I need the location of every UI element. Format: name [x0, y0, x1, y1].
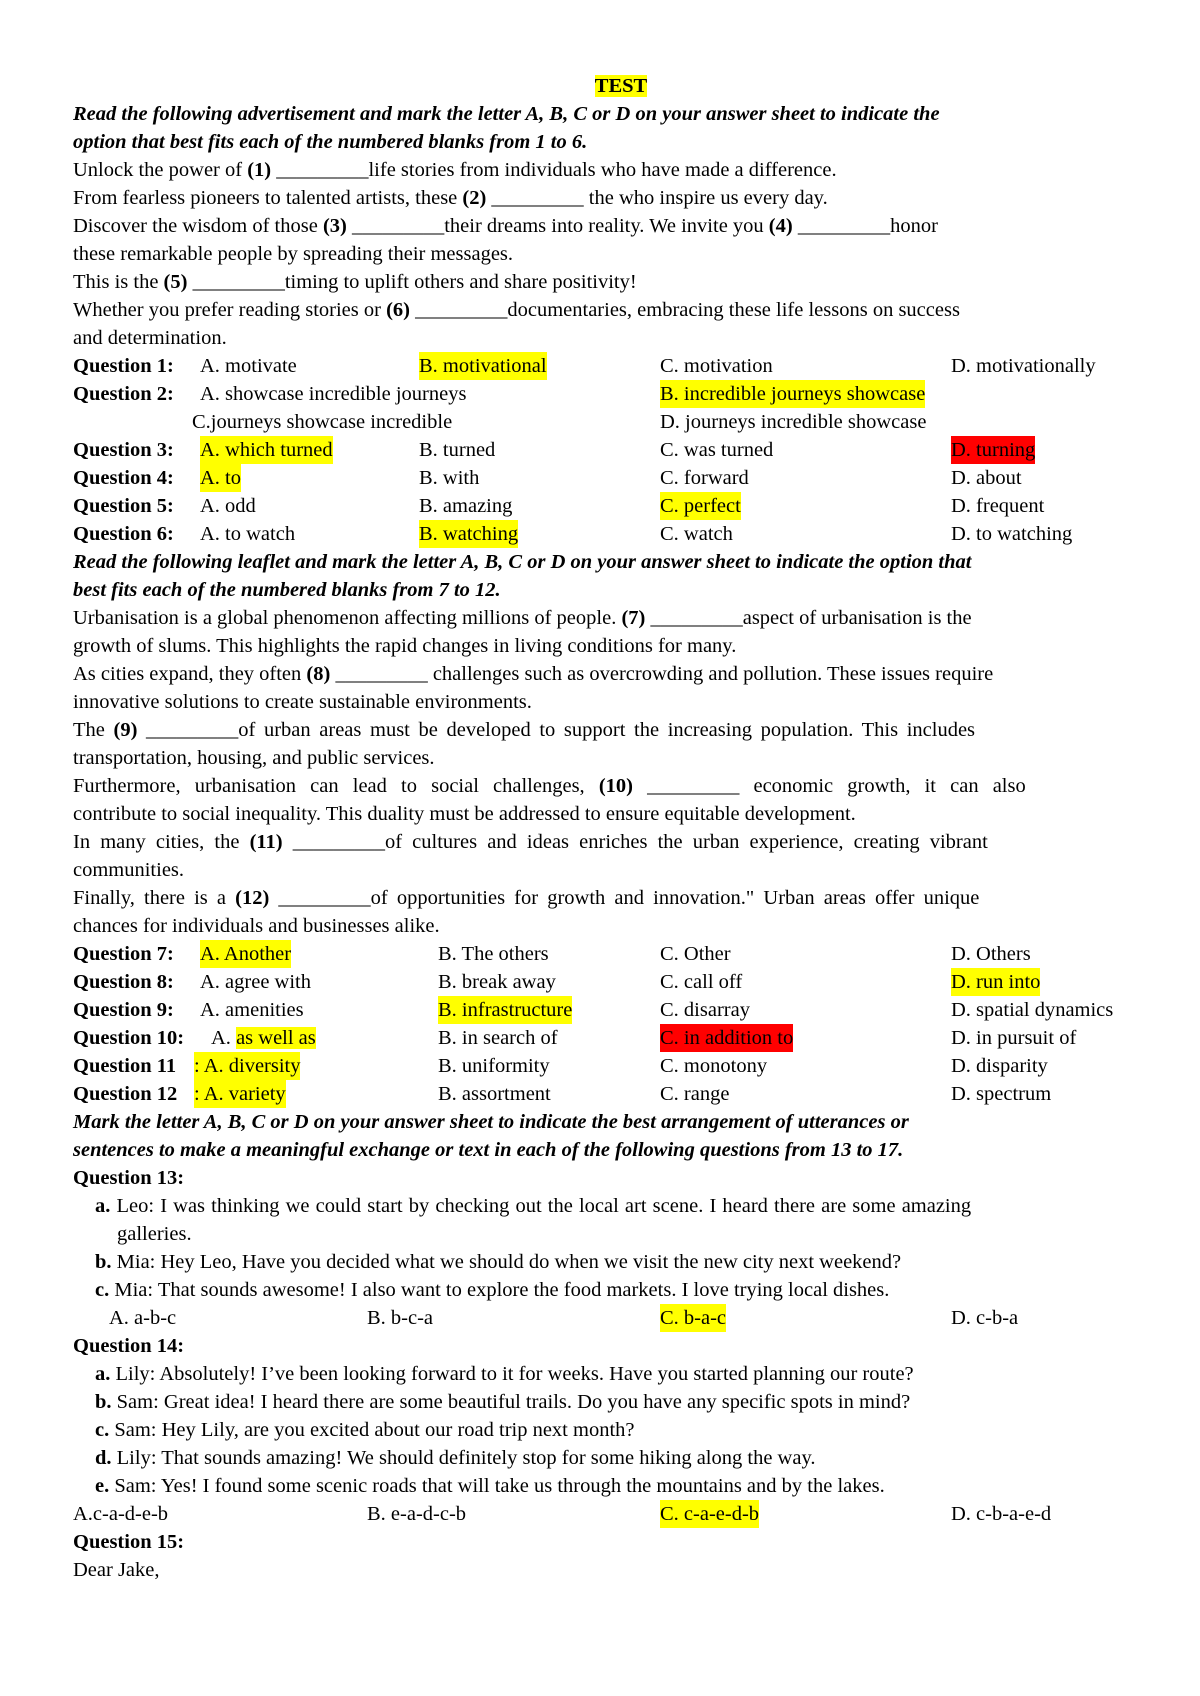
question-4	[73, 464, 1169, 492]
option-b[interactable]: B. in search of	[438, 1027, 558, 1049]
passage-1-line: This is the (5) _________timing to uplift others and share positivity!	[73, 271, 637, 293]
option-b[interactable]: B. watching	[419, 520, 518, 548]
option-c[interactable]: C. perfect	[660, 492, 741, 520]
option-b[interactable]: B. infrastructure	[438, 996, 572, 1024]
passage-1-line: Unlock the power of (1) _________life stories from individuals who have made a difference.	[73, 159, 837, 181]
section-2-instruction-line-2: best fits each of the numbered blanks from 7 to 12.	[73, 579, 501, 601]
passage-2-line: communities.	[73, 859, 185, 881]
question-6	[73, 520, 1169, 548]
option-d[interactable]: D. Others	[951, 943, 1031, 965]
question-label: Question 9:	[73, 999, 174, 1021]
passage-1-line: Whether you prefer reading stories or (6) _________documentaries, embracing these life lessons on success	[73, 299, 960, 321]
question-10	[73, 1024, 1169, 1052]
question-label: Question 3:	[73, 439, 174, 461]
option-b[interactable]: B. e-a-d-c-b	[367, 1503, 467, 1525]
option-c[interactable]: C. c-a-e-d-b	[660, 1500, 759, 1528]
option-a[interactable]: A. to watch	[200, 523, 296, 545]
option-d[interactable]: D. run into	[951, 968, 1040, 996]
option-b[interactable]: B. The others	[438, 943, 549, 965]
section-2-instruction-line-1: Read the following leaflet and mark the letter A, B, C or D on your answer sheet to indicate the option that	[73, 551, 972, 573]
question-14-options	[73, 1500, 1169, 1528]
utterance-a: a. Lily: Absolutely! I’ve been looking forward to it for weeks. Have you started planning our route?	[95, 1363, 914, 1385]
option-d[interactable]: D. in pursuit of	[951, 1027, 1077, 1049]
option-a[interactable]: A. motivate	[200, 355, 297, 377]
option-c[interactable]: C. in addition to	[660, 1024, 793, 1052]
option-b[interactable]: B. with	[419, 467, 480, 489]
question-13-label: Question 13:	[73, 1167, 185, 1189]
option-b[interactable]: B. motivational	[419, 352, 547, 380]
passage-2-line: growth of slums. This highlights the rapid changes in living conditions for many.	[73, 635, 737, 657]
option-c[interactable]: C. forward	[660, 467, 749, 489]
option-a[interactable]: A. odd	[200, 495, 256, 517]
passage-2-line: In many cities, the (11) _________of cultures and ideas enriches the urban experience, creating vibrant	[73, 831, 988, 853]
option-a[interactable]: A. to	[200, 464, 241, 492]
option-d[interactable]: D. motivationally	[951, 355, 1096, 377]
question-label: Question 5:	[73, 495, 174, 517]
option-d[interactable]: D. c-b-a	[951, 1307, 1019, 1329]
utterance-d: d. Lily: That sounds amazing! We should definitely stop for some hiking along the way.	[95, 1447, 816, 1469]
passage-2-line: chances for individuals and businesses alike.	[73, 915, 440, 937]
option-a[interactable]: : A. variety	[194, 1080, 286, 1108]
option-d[interactable]: D. turning	[951, 436, 1035, 464]
option-b[interactable]: B. assortment	[438, 1083, 551, 1105]
option-b[interactable]: B. amazing	[419, 495, 513, 517]
page-title: TEST	[594, 75, 648, 97]
passage-2-line: innovative solutions to create sustainable environments.	[73, 691, 532, 713]
question-13-options	[73, 1304, 1169, 1332]
question-label: Question 2:	[73, 383, 174, 405]
passage-2-line: contribute to social inequality. This duality must be addressed to ensure equitable development.	[73, 803, 856, 825]
passage-1-line: and determination.	[73, 327, 227, 349]
passage-2-line: Finally, there is a (12) _________of opportunities for growth and innovation." Urban areas offer unique	[73, 887, 980, 909]
question-label: Question 4:	[73, 467, 174, 489]
question-label: Question 6:	[73, 523, 174, 545]
letter-salutation: Dear Jake,	[73, 1559, 160, 1581]
question-label: Question 12	[73, 1083, 178, 1105]
utterance-c: c. Sam: Hey Lily, are you excited about our road trip next month?	[95, 1419, 635, 1441]
question-8	[73, 968, 1169, 996]
option-c[interactable]: C. monotony	[660, 1055, 768, 1077]
option-a[interactable]: A. as well as	[211, 1027, 316, 1049]
option-c[interactable]: C. Other	[660, 943, 731, 965]
document-page	[73, 72, 1169, 1584]
question-11	[73, 1052, 1169, 1080]
option-c[interactable]: C. was turned	[660, 439, 774, 461]
passage-2-line: Urbanisation is a global phenomenon affecting millions of people. (7) _________aspect of urbanisation is the	[73, 607, 972, 629]
utterance-b: b. Sam: Great idea! I heard there are some beautiful trails. Do you have any specific spots in mind?	[95, 1391, 911, 1413]
passage-2-line: The (9) _________of urban areas must be developed to support the increasing population. This includes	[73, 719, 976, 741]
utterance-b: b. Mia: Hey Leo, Have you decided what we should do when we visit the new city next weekend?	[95, 1251, 902, 1273]
option-d[interactable]: D. journeys incredible showcase	[660, 411, 927, 433]
option-c[interactable]: C. disarray	[660, 999, 750, 1021]
section-1-instruction-line-1: Read the following advertisement and mark the letter A, B, C or D on your answer sheet to indicate the	[73, 103, 940, 125]
option-c[interactable]: C. range	[660, 1083, 730, 1105]
option-b[interactable]: B. b-c-a	[367, 1307, 434, 1329]
question-7	[73, 940, 1169, 968]
passage-1-line: these remarkable people by spreading their messages.	[73, 243, 514, 265]
option-d[interactable]: D. to watching	[951, 523, 1073, 545]
option-c[interactable]: C.journeys showcase incredible	[192, 411, 453, 433]
question-label: Question 11	[73, 1055, 177, 1077]
question-3	[73, 436, 1169, 464]
option-c[interactable]: C. watch	[660, 523, 733, 545]
option-d[interactable]: D. spectrum	[951, 1083, 1052, 1105]
question-label: Question 8:	[73, 971, 174, 993]
question-14-label: Question 14:	[73, 1335, 185, 1357]
option-b[interactable]: B. break away	[438, 971, 556, 993]
section-1-instruction-line-2: option that best fits each of the numbered blanks from 1 to 6.	[73, 131, 588, 153]
option-d[interactable]: D. frequent	[951, 495, 1045, 517]
utterance-e: e. Sam: Yes! I found some scenic roads that will take us through the mountains and by the lakes.	[95, 1475, 885, 1497]
question-label: Question 7:	[73, 943, 174, 965]
question-5	[73, 492, 1169, 520]
question-2-row-2	[73, 408, 1169, 436]
question-12	[73, 1080, 1169, 1108]
option-a[interactable]: A. a-b-c	[109, 1307, 177, 1329]
section-3-instruction-line-2: sentences to make a meaningful exchange or text in each of the following questions from 13 to 17.	[73, 1139, 904, 1161]
option-a[interactable]: A. showcase incredible journeys	[200, 383, 467, 405]
option-a[interactable]: A. agree with	[200, 971, 311, 993]
passage-2-line: transportation, housing, and public services.	[73, 747, 435, 769]
option-d[interactable]: D. disparity	[951, 1055, 1048, 1077]
question-label: Question 1:	[73, 355, 174, 377]
option-c[interactable]: C. b-a-c	[660, 1304, 726, 1332]
option-c[interactable]: C. motivation	[660, 355, 773, 377]
question-15-label: Question 15:	[73, 1531, 185, 1553]
option-b[interactable]: B. incredible journeys showcase	[660, 380, 925, 408]
option-d[interactable]: D. spatial dynamics	[951, 999, 1114, 1021]
utterance-c: c. Mia: That sounds awesome! I also want to explore the food markets. I love trying local dishes.	[95, 1279, 890, 1301]
option-a[interactable]: : A. diversity	[194, 1052, 300, 1080]
option-b[interactable]: B. uniformity	[438, 1055, 550, 1077]
option-a[interactable]: A. amenities	[200, 999, 304, 1021]
question-label: Question 10:	[73, 1027, 185, 1049]
option-a[interactable]: A. Another	[200, 940, 291, 968]
utterance-a: a. Leo: I was thinking we could start by checking out the local art scene. I heard there are some amazing	[95, 1195, 972, 1217]
passage-1-line: Discover the wisdom of those (3) _________their dreams into reality. We invite you (4) _________honor	[73, 215, 938, 237]
passage-2-line: As cities expand, they often (8) _________ challenges such as overcrowding and pollution. These issues require	[73, 663, 994, 685]
option-a[interactable]: A. which turned	[200, 436, 333, 464]
option-d[interactable]: D. c-b-a-e-d	[951, 1503, 1052, 1525]
option-b[interactable]: B. turned	[419, 439, 496, 461]
utterance-a-continued: galleries.	[117, 1223, 192, 1245]
passage-1-line: From fearless pioneers to talented artists, these (2) _________ the who inspire us every day.	[73, 187, 828, 209]
option-d[interactable]: D. about	[951, 467, 1022, 489]
option-c[interactable]: C. call off	[660, 971, 743, 993]
passage-2-line: Furthermore, urbanisation can lead to social challenges, (10) _________ economic growth, it can also	[73, 775, 1026, 797]
question-1	[73, 352, 1169, 380]
option-a[interactable]: A.c-a-d-e-b	[73, 1503, 169, 1525]
question-9	[73, 996, 1169, 1024]
question-2	[73, 380, 1169, 408]
section-3-instruction-line-1: Mark the letter A, B, C or D on your answer sheet to indicate the best arrangement of utterances or	[73, 1111, 909, 1133]
